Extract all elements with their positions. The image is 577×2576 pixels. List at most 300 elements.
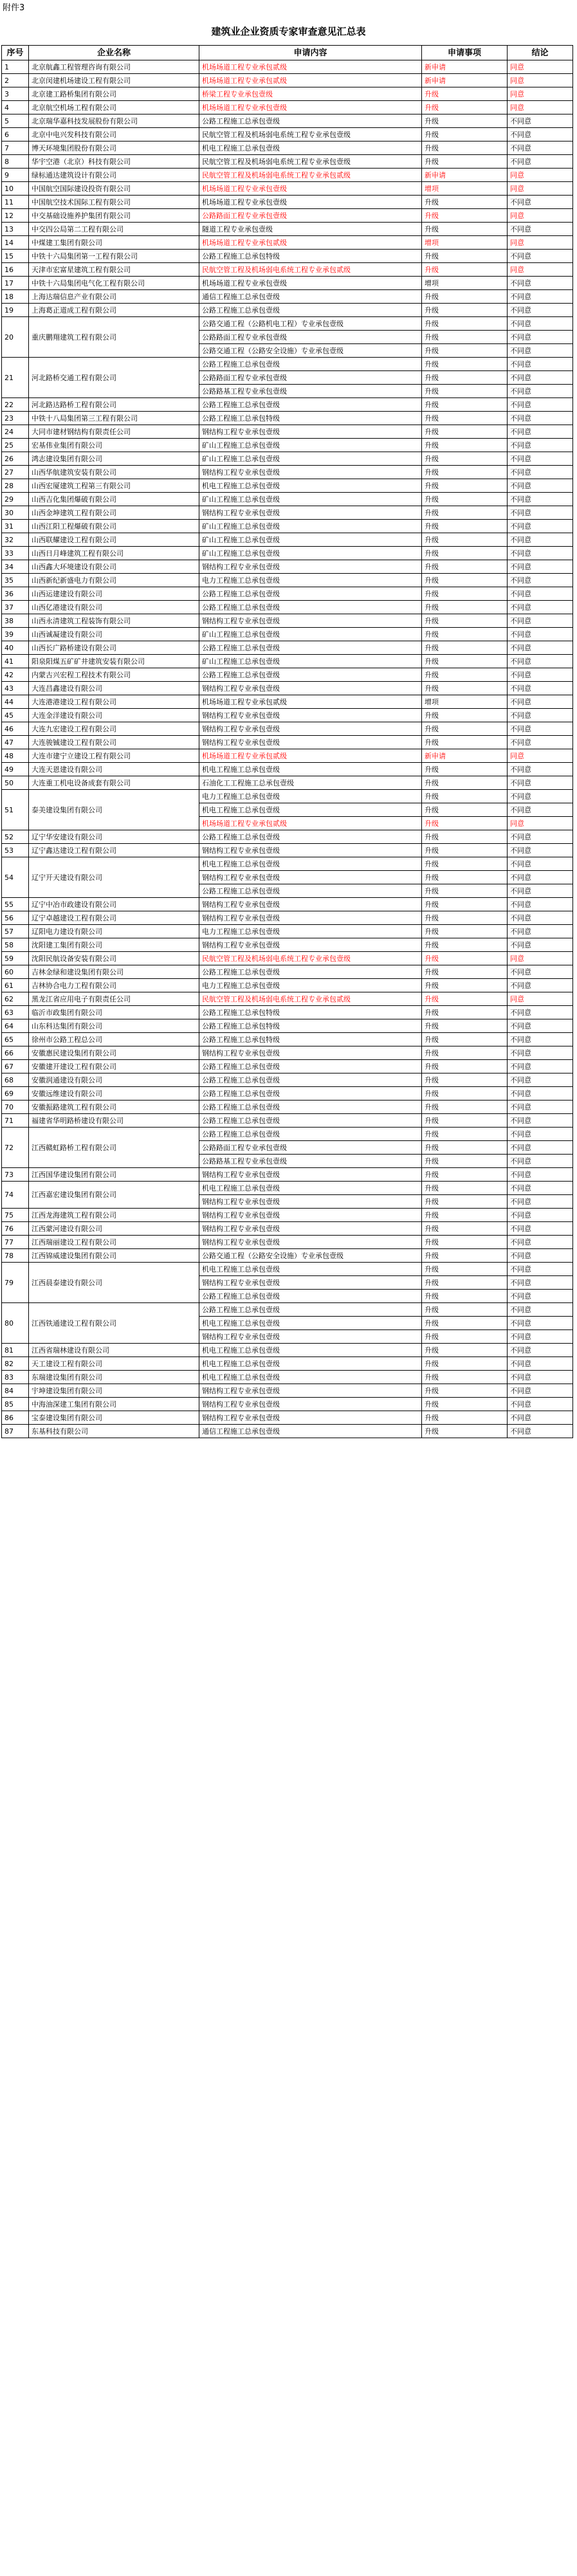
row-result: 同意: [508, 60, 573, 74]
row-content: 钢结构工程专业承包壹级: [199, 425, 422, 439]
row-content: 机电工程施工总承包壹级: [199, 1263, 422, 1276]
row-content: 公路工程施工总承包壹级: [199, 1073, 422, 1087]
row-company: 江西国华建设集团有限公司: [29, 1168, 199, 1182]
row-content: 机场场道工程专业承包壹级: [199, 101, 422, 114]
row-seq: 67: [2, 1060, 29, 1073]
row-company: 山西长广路桥建设有限公司: [29, 641, 199, 655]
row-content: 公路工程施工总承包壹级: [199, 1087, 422, 1101]
row-matter: 升级: [422, 304, 508, 317]
row-company: 北京中电兴发科技有限公司: [29, 128, 199, 142]
row-result: 不同意: [508, 560, 573, 574]
table-row: [2, 965, 573, 979]
row-seq: 33: [2, 547, 29, 560]
table-row: [2, 979, 573, 992]
row-company: 中海油深建工集团有限公司: [29, 1398, 199, 1411]
row-result: 不同意: [508, 1087, 573, 1101]
row-matter: 增项: [422, 182, 508, 196]
row-result: 同意: [508, 263, 573, 277]
row-company: 上海葛正道成工程有限公司: [29, 304, 199, 317]
row-matter: 升级: [422, 925, 508, 938]
row-result: 不同意: [508, 114, 573, 128]
row-matter: 升级: [422, 1222, 508, 1236]
row-content: 公路工程施工总承包壹级: [199, 398, 422, 412]
row-company: 山西华航建筑安装有限公司: [29, 466, 199, 479]
row-matter: 升级: [422, 317, 508, 331]
row-result: 不同意: [508, 1317, 573, 1330]
row-matter: 升级: [422, 803, 508, 817]
row-content: 通信工程施工总承包壹级: [199, 1425, 422, 1438]
row-result: 不同意: [508, 1101, 573, 1114]
row-company: 大连昌鑫建设有限公司: [29, 682, 199, 695]
row-content: 机场场道工程专业承包贰级: [199, 749, 422, 763]
row-seq: 24: [2, 425, 29, 439]
row-company: 中国航空技术国际工程有限公司: [29, 196, 199, 209]
row-matter: 升级: [422, 911, 508, 925]
row-company: 徐州市公路工程总公司: [29, 1033, 199, 1046]
table-body: [2, 60, 573, 1438]
row-company: 辽宁华安建设有限公司: [29, 830, 199, 844]
table-row: [2, 1263, 573, 1276]
table-row: [2, 1073, 573, 1087]
row-seq: 26: [2, 452, 29, 466]
row-seq: 37: [2, 601, 29, 614]
table-row: [2, 155, 573, 169]
row-result: 不同意: [508, 763, 573, 776]
row-matter: 升级: [422, 722, 508, 736]
row-content: 机场场道工程专业承包壹级: [199, 196, 422, 209]
row-matter: 升级: [422, 1006, 508, 1019]
row-content: 公路工程施工总承包壹级: [199, 358, 422, 371]
row-result: 不同意: [508, 304, 573, 317]
row-seq: 52: [2, 830, 29, 844]
row-company: 江西瑞丽建设工程有限公司: [29, 1236, 199, 1249]
row-result: 不同意: [508, 371, 573, 385]
row-content: 钢结构工程专业承包壹级: [199, 709, 422, 722]
row-content: 公路工程施工总承包特级: [199, 1019, 422, 1033]
row-result: 同意: [508, 101, 573, 114]
table-row: [2, 290, 573, 304]
row-matter: 升级: [422, 776, 508, 790]
row-content: 民航空管工程及机场弱电系统工程专业承包壹级: [199, 952, 422, 965]
row-company: 大连市建宁立建设工程有限公司: [29, 749, 199, 763]
row-seq: 44: [2, 695, 29, 709]
row-content: 公路工程施工总承包壹级: [199, 1128, 422, 1141]
row-result: 不同意: [508, 128, 573, 142]
row-seq: 51: [2, 790, 29, 830]
row-result: 不同意: [508, 736, 573, 749]
row-matter: 新申请: [422, 60, 508, 74]
row-matter: 升级: [422, 817, 508, 830]
row-result: 不同意: [508, 641, 573, 655]
page-title: 建筑业企业资质专家审查意见汇总表: [211, 26, 366, 37]
row-content: 电力工程施工总承包壹级: [199, 790, 422, 803]
row-company: 山西金坤建筑工程有限公司: [29, 506, 199, 520]
row-seq: 31: [2, 520, 29, 533]
row-content: 钢结构工程专业承包壹级: [199, 871, 422, 884]
row-company: 北京瑞华嘉科技发展股份有限公司: [29, 114, 199, 128]
row-content: 公路工程施工总承包壹级: [199, 641, 422, 655]
row-company: 鸿志建设集团有限公司: [29, 452, 199, 466]
row-seq: 7: [2, 142, 29, 155]
row-matter: 升级: [422, 1398, 508, 1411]
row-seq: 69: [2, 1087, 29, 1101]
row-seq: 56: [2, 911, 29, 925]
row-content: 公路工程施工总承包壹级: [199, 114, 422, 128]
row-result: 不同意: [508, 884, 573, 898]
row-result: 不同意: [508, 722, 573, 736]
row-content: 公路工程施工总承包壹级: [199, 830, 422, 844]
row-seq: 77: [2, 1236, 29, 1249]
row-company: 阳泉阳煤五矿矿井建筑安装有限公司: [29, 655, 199, 668]
table-row: [2, 74, 573, 87]
row-matter: 升级: [422, 223, 508, 236]
row-seq: 76: [2, 1222, 29, 1236]
row-seq: 36: [2, 587, 29, 601]
review-summary-table: [1, 45, 573, 1438]
row-matter: 升级: [422, 641, 508, 655]
row-result: 不同意: [508, 358, 573, 371]
table-row: [2, 1060, 573, 1073]
row-seq: 48: [2, 749, 29, 763]
row-company: 辽宁鑫达建设工程有限公司: [29, 844, 199, 857]
row-result: 不同意: [508, 1060, 573, 1073]
row-seq: 53: [2, 844, 29, 857]
row-result: 不同意: [508, 1168, 573, 1182]
row-seq: 66: [2, 1046, 29, 1060]
table-row: [2, 844, 573, 857]
row-company: 江西铁通建设工程有限公司: [29, 1303, 199, 1344]
row-seq: 78: [2, 1249, 29, 1263]
row-matter: 升级: [422, 1046, 508, 1060]
row-company: 江西龙海建筑工程有限公司: [29, 1209, 199, 1222]
row-seq: 47: [2, 736, 29, 749]
row-content: 钢结构工程专业承包壹级: [199, 682, 422, 695]
row-seq: 81: [2, 1344, 29, 1357]
row-matter: 升级: [422, 1371, 508, 1384]
row-company: 中铁十六局集团第一工程有限公司: [29, 250, 199, 263]
row-result: 不同意: [508, 1114, 573, 1128]
row-company: 江西省瑞林建设有限公司: [29, 1344, 199, 1357]
row-company: 大同市建材钢结构有限责任公司: [29, 425, 199, 439]
row-result: 不同意: [508, 979, 573, 992]
row-company: 华宇空港（北京）科技有限公司: [29, 155, 199, 169]
row-matter: 升级: [422, 1087, 508, 1101]
table-row: [2, 1411, 573, 1425]
row-seq: 57: [2, 925, 29, 938]
row-content: 公路交通工程（公路安全设施）专业承包壹级: [199, 1249, 422, 1263]
row-content: 钢结构工程专业承包壹级: [199, 1330, 422, 1344]
row-company: 辽宁中冶市政建设有限公司: [29, 898, 199, 911]
table-row: [2, 1398, 573, 1411]
row-company: 北京航空机场工程有限公司: [29, 101, 199, 114]
row-matter: 升级: [422, 398, 508, 412]
row-seq: 59: [2, 952, 29, 965]
row-result: 不同意: [508, 857, 573, 871]
row-content: 钢结构工程专业承包壹级: [199, 1168, 422, 1182]
row-seq: 80: [2, 1303, 29, 1344]
table-row: [2, 1101, 573, 1114]
row-result: 不同意: [508, 533, 573, 547]
row-result: 同意: [508, 749, 573, 763]
row-result: 不同意: [508, 223, 573, 236]
row-content: 电力工程施工总承包壹级: [199, 979, 422, 992]
table-row: [2, 1006, 573, 1019]
row-matter: 升级: [422, 155, 508, 169]
row-seq: 22: [2, 398, 29, 412]
row-company: 江西赣虹路桥工程有限公司: [29, 1128, 199, 1168]
row-company: 重庆鹏翔建筑工程有限公司: [29, 317, 199, 358]
row-matter: 升级: [422, 520, 508, 533]
row-content: 钢结构工程专业承包壹级: [199, 1236, 422, 1249]
row-seq: 84: [2, 1384, 29, 1398]
row-result: 不同意: [508, 1411, 573, 1425]
row-matter: 升级: [422, 668, 508, 682]
table-row: [2, 776, 573, 790]
row-matter: 新申请: [422, 169, 508, 182]
row-company: 内蒙古兴宏程工程技术有限公司: [29, 668, 199, 682]
table-row: [2, 830, 573, 844]
table-row: [2, 695, 573, 709]
row-seq: 50: [2, 776, 29, 790]
row-content: 钢结构工程专业承包壹级: [199, 911, 422, 925]
row-result: 同意: [508, 169, 573, 182]
row-company: 东基科技有限公司: [29, 1425, 199, 1438]
row-content: 桥梁工程专业承包壹级: [199, 87, 422, 101]
table-row: [2, 128, 573, 142]
row-seq: 14: [2, 236, 29, 250]
table-row: [2, 655, 573, 668]
row-seq: 32: [2, 533, 29, 547]
row-matter: 升级: [422, 1276, 508, 1290]
row-seq: 10: [2, 182, 29, 196]
table-row: [2, 1168, 573, 1182]
row-seq: 28: [2, 479, 29, 493]
table-row: [2, 223, 573, 236]
row-seq: 38: [2, 614, 29, 628]
row-content: 钢结构工程专业承包壹级: [199, 736, 422, 749]
header-company: 企业名称: [29, 46, 199, 60]
row-result: 不同意: [508, 452, 573, 466]
row-seq: 63: [2, 1006, 29, 1019]
row-matter: 新申请: [422, 74, 508, 87]
row-content: 钢结构工程专业承包壹级: [199, 938, 422, 952]
table-row: [2, 425, 573, 439]
row-result: 不同意: [508, 412, 573, 425]
row-company: 江西嘉宏建设集团有限公司: [29, 1182, 199, 1209]
row-company: 山西鑫大环境建设有限公司: [29, 560, 199, 574]
row-company: 大连金洋建设有限公司: [29, 709, 199, 722]
row-content: 机电工程施工总承包壹级: [199, 479, 422, 493]
row-result: 不同意: [508, 466, 573, 479]
row-company: 中煤建工集团有限公司: [29, 236, 199, 250]
table-row: [2, 857, 573, 871]
table-row: [2, 1114, 573, 1128]
row-company: 山西亿港建设有限公司: [29, 601, 199, 614]
row-content: 机场场道工程专业承包贰级: [199, 236, 422, 250]
row-result: 不同意: [508, 1398, 573, 1411]
row-company: 吉林协合电力工程有限公司: [29, 979, 199, 992]
row-content: 机电工程施工总承包壹级: [199, 1317, 422, 1330]
row-matter: 增项: [422, 695, 508, 709]
row-result: 不同意: [508, 506, 573, 520]
row-seq: 72: [2, 1128, 29, 1168]
row-result: 不同意: [508, 668, 573, 682]
row-result: 不同意: [508, 331, 573, 344]
row-content: 钢结构工程专业承包壹级: [199, 1195, 422, 1209]
row-seq: 18: [2, 290, 29, 304]
table-row: [2, 1357, 573, 1371]
row-matter: 升级: [422, 1195, 508, 1209]
row-content: 民航空管工程及机场弱电系统工程专业承包贰级: [199, 263, 422, 277]
row-company: 北京航鑫工程管理咨询有限公司: [29, 60, 199, 74]
table-row: [2, 952, 573, 965]
row-content: 机电工程施工总承包壹级: [199, 1357, 422, 1371]
row-matter: 升级: [422, 992, 508, 1006]
row-content: 公路工程施工总承包壹级: [199, 884, 422, 898]
row-content: 钢结构工程专业承包壹级: [199, 1411, 422, 1425]
row-matter: 升级: [422, 1060, 508, 1073]
table-row: [2, 736, 573, 749]
row-seq: 11: [2, 196, 29, 209]
row-company: 河北路达路桥工程有限公司: [29, 398, 199, 412]
row-content: 钢结构工程专业承包壹级: [199, 1384, 422, 1398]
row-matter: 升级: [422, 439, 508, 452]
row-result: 不同意: [508, 520, 573, 533]
row-result: 不同意: [508, 493, 573, 506]
row-company: 山西新纪新盛电力有限公司: [29, 574, 199, 587]
table-row: [2, 992, 573, 1006]
row-matter: 升级: [422, 574, 508, 587]
row-company: 山西日月峰建筑工程有限公司: [29, 547, 199, 560]
row-result: 不同意: [508, 803, 573, 817]
row-matter: 升级: [422, 614, 508, 628]
row-content: 民航空管工程及机场弱电系统工程专业承包壹级: [199, 128, 422, 142]
row-content: 公路工程施工总承包壹级: [199, 1303, 422, 1317]
row-matter: 升级: [422, 1411, 508, 1425]
row-content: 隧道工程专业承包壹级: [199, 223, 422, 236]
row-matter: 升级: [422, 263, 508, 277]
table-row: [2, 412, 573, 425]
row-result: 不同意: [508, 1209, 573, 1222]
row-result: 不同意: [508, 655, 573, 668]
row-content: 公路路基工程专业承包壹级: [199, 1155, 422, 1168]
header-result: 结论: [508, 46, 573, 60]
row-content: 公路工程施工总承包壹级: [199, 587, 422, 601]
row-company: 黑龙江省应用电子有限责任公司: [29, 992, 199, 1006]
row-matter: 升级: [422, 425, 508, 439]
table-row: [2, 304, 573, 317]
row-content: 石油化工工程施工总承包壹级: [199, 776, 422, 790]
row-matter: 升级: [422, 857, 508, 871]
row-matter: 升级: [422, 979, 508, 992]
row-result: 不同意: [508, 1155, 573, 1168]
row-company: 安徽远维建设有限公司: [29, 1087, 199, 1101]
row-company: 中铁十八局集团第三工程有限公司: [29, 412, 199, 425]
row-seq: 74: [2, 1182, 29, 1209]
row-matter: 升级: [422, 533, 508, 547]
row-result: 不同意: [508, 1303, 573, 1317]
row-matter: 升级: [422, 128, 508, 142]
row-result: 同意: [508, 209, 573, 223]
row-matter: 升级: [422, 479, 508, 493]
row-company: 大连天恩建设有限公司: [29, 763, 199, 776]
row-content: 机场场道工程专业承包贰级: [199, 60, 422, 74]
table-row: [2, 628, 573, 641]
table-row: [2, 1128, 573, 1141]
row-result: 不同意: [508, 1046, 573, 1060]
row-matter: 升级: [422, 493, 508, 506]
row-seq: 1: [2, 60, 29, 74]
row-result: 不同意: [508, 1236, 573, 1249]
row-result: 不同意: [508, 925, 573, 938]
table-row: [2, 182, 573, 196]
row-result: 不同意: [508, 1371, 573, 1384]
row-content: 公路工程施工总承包壹级: [199, 601, 422, 614]
table-row: [2, 236, 573, 250]
row-company: 山西宏厦建筑工程第三有限公司: [29, 479, 199, 493]
row-content: 公路路面工程专业承包壹级: [199, 371, 422, 385]
row-content: 机电工程施工总承包壹级: [199, 1371, 422, 1384]
row-company: 山西运建建设有限公司: [29, 587, 199, 601]
row-seq: 25: [2, 439, 29, 452]
row-result: 不同意: [508, 479, 573, 493]
row-seq: 34: [2, 560, 29, 574]
table-row: [2, 466, 573, 479]
row-matter: 升级: [422, 965, 508, 979]
row-content: 矿山工程施工总承包壹级: [199, 628, 422, 641]
row-seq: 27: [2, 466, 29, 479]
row-content: 公路路基工程专业承包壹级: [199, 385, 422, 398]
row-seq: 54: [2, 857, 29, 898]
table-row: [2, 277, 573, 290]
row-company: 河北路桥交通工程有限公司: [29, 358, 199, 398]
row-result: 不同意: [508, 1330, 573, 1344]
row-matter: 升级: [422, 1236, 508, 1249]
table-row: [2, 1236, 573, 1249]
row-seq: 64: [2, 1019, 29, 1033]
table-row: [2, 1222, 573, 1236]
table-row: [2, 547, 573, 560]
row-company: 绿标通达建筑设计有限公司: [29, 169, 199, 182]
row-result: 不同意: [508, 1276, 573, 1290]
row-company: 大连重工机电设备成套有限公司: [29, 776, 199, 790]
row-content: 公路工程施工总承包特级: [199, 250, 422, 263]
row-matter: 升级: [422, 682, 508, 695]
row-matter: 升级: [422, 1073, 508, 1087]
row-matter: 升级: [422, 250, 508, 263]
row-content: 公路工程施工总承包特级: [199, 412, 422, 425]
row-seq: 15: [2, 250, 29, 263]
row-content: 公路工程施工总承包壹级: [199, 1101, 422, 1114]
row-content: 机场场道工程专业承包贰级: [199, 695, 422, 709]
row-matter: 升级: [422, 101, 508, 114]
row-content: 公路路面工程专业承包壹级: [199, 1141, 422, 1155]
row-company: 安徽建开建设工程有限公司: [29, 1060, 199, 1073]
row-seq: 61: [2, 979, 29, 992]
row-result: 不同意: [508, 1425, 573, 1438]
row-company: 临沂市政集团有限公司: [29, 1006, 199, 1019]
row-result: 不同意: [508, 898, 573, 911]
row-content: 公路工程施工总承包壹级: [199, 304, 422, 317]
row-seq: 86: [2, 1411, 29, 1425]
row-result: 不同意: [508, 776, 573, 790]
row-company: 安徽振路建筑工程有限公司: [29, 1101, 199, 1114]
row-matter: 升级: [422, 884, 508, 898]
row-content: 机电工程施工总承包壹级: [199, 1344, 422, 1357]
row-matter: 升级: [422, 898, 508, 911]
table-row: [2, 1303, 573, 1317]
row-matter: 增项: [422, 236, 508, 250]
